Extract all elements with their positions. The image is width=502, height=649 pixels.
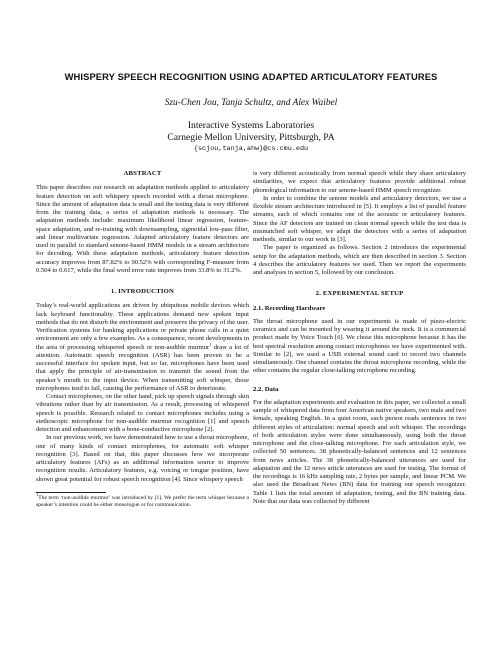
data-heading: 2.2. Data [253,385,279,393]
recording-hardware-heading: 2.1. Recording Hardware [253,304,326,312]
intro-continuation: is very different acoustically from normal speech while they share articulatory similarities, we expect that articulatory features provide additional robust phonological information to our senone-based HMM speech recognizer. [253,170,466,194]
data-text: For the adaptation experiments and evaluation in this paper, we collected a small sample of whispered data from four American native speakers, two male and two female, speaking English. In a quiet room, each person reads sentences in two different styles of articulation: normal speech and soft whisper. The recordings of both articulation styles were done simultaneously, using both the throat microphone and the close-talking microphone. For each articulation style, we collected 50 sentences. 38 phonetically-balanced sentences and 12 sentences from news articles. The 38 phonetically-balanced utterances are used for adaptation and the 12 news article utterances are used for testing. The format of the recordings is 16 kHz sampling rate, 2 bytes per sample, and linear PCM. We also used the Broadcast News (BN) data for training our speech recognizer. Table 1 lists the total amount of adaptation, testing, and the BN training data. Note that our data was collected by different [253,398,466,505]
setup-heading: 2. EXPERIMENTAL SETUP [315,290,404,298]
intro-paragraph-3: In our previous work, we have demonstrated how to use a throat microphone, one of many kinds of contact microphones, for automatic soft whisper recognition [3]. Based on that, this paper discusses how we incorporate articulatory features (AFs) as an additional information source to improve recognition results. Articulatory features, e.g. voicing or tongue position, have shown great potential for robust speech recognition [4]. Since whispery speech [36,434,249,483]
footnote-marker: 1 [209,341,212,347]
intro-p1-part-b: draw a lot of attention. Automatic speech recognition (ASR) has been proven to be a successful interface for spoken input, but so far, microphones have been used that apply the principle of air-transmission to transmit the sound from the speaker’s mouth to the input device. When transmitting soft whisper, those microphones tend to fail, causing the performance of ASR to deteriorate. [36,343,249,392]
introduction-heading: 1. INTRODUCTION [110,288,175,295]
affiliation-lab: Interactive Systems Laboratories [187,120,315,131]
footnote-rule [36,492,106,493]
footnote-text: $^1$The term ‘non-audible murmur’ was introduced by [1]. We prefer the term whisper because a speaker’s intention could be either monologue or for communication. [36,491,249,508]
paper-title: WHISPERY SPEECH RECOGNITION USING ADAPTED ARTICULATORY FEATURES [64,71,438,82]
right-column [253,170,466,506]
abstract-heading: ABSTRACT [123,170,162,177]
intro-paragraph-1 [36,302,249,393]
affiliation-university: Carnegie Mellon University, Pittsburgh, PA [167,132,335,143]
intro-paragraph-stream: In order to combine the senone models and articulatory detectors, we use a flexible stream architecture introduced in [5]. It employs a list of parallel feature streams, each of which contains one of the acoustic or articulatory features. Since the AF detectors are trained on clean normal speech while the test data is mismatched soft whisper, we adapt the detectors with a series of adaptation methods, similar to our work in [3]. [253,194,466,243]
intro-p1-part-a: Today’s real-world applications are driven by ubiquitous mobile devices which lack keyboard functionality. These applications demand new spoken input methods that do not disturb the environment and preserve the privacy of the user. Verification systems for banking applications or private phone calls in a quiet environment are only a few examples. As a consequence, recent developments in the area of processing whispered speech or non-audible murmur [36,302,249,351]
abstract-text: This paper describes our research on adaptation methods applied to articulatory feature detection on soft whispery speech recorded with a throat microphone. Since the amount of adaptation data is small and the testing data is very different from the training data, a series of adaptation methods is necessary. The adaptation methods include: maximum likelihood linear regression, feature-space adaptation, and re-training with downsampling, sigmoidal low-pass filter, and linear multivariate regression. Adapted articulatory feature detectors are used in parallel to standard senone-based HMM models in a stream architecture for decoding. With these adaptation methods, articulatory feature detection accuracy improves from 87.82% to 90.52% with corresponding F-measure from 0.504 to 0.617, while the final word error rate improves from 33.8% to 31.2%. [36,184,249,274]
recording-hardware-text: The throat microphone used in our experiments is made of piezo-electric ceramics and can be mounted by wearing it around the neck. It is a commercial product made by Voice Touch [6]. We chose this microphone because it has the best spectral resolution among contact microphones we have experimented with. Similar to [2], we used a USB external sound card to record two channels simultaneously. One channel contains the throat microphone recording, while the other contains the regular close-talking microphone recording. [253,317,466,375]
intro-paragraph-2: Contact microphones, on the other hand, pick up speech signals through skin vibrations rather than by air transmission. As a result, processing of whispered speech is possible. Research related to contact microphones includes using a stethoscopic microphone for non-audible murmur recognition [1] and speech detection and enhancement with a bone-conductive microphone [2]. [36,393,249,433]
footnote-number: 1 [36,491,39,497]
intro-paragraph-organization: The paper is organized as follows. Section 2 introduces the experimental setup for the adaptation methods, which are then described in section 3. Section 4 describes the articulatory features we used. Then we report the experiments and analyses in section 5, followed by our conclusion. [253,244,466,276]
paper-authors: Szu-Chen Jou, Tanja Schultz, and Alex Waibel [164,98,338,108]
author-email: {scjou,tanja,ahw}@cs.cmu.edu [193,145,309,153]
left-column [36,170,249,508]
